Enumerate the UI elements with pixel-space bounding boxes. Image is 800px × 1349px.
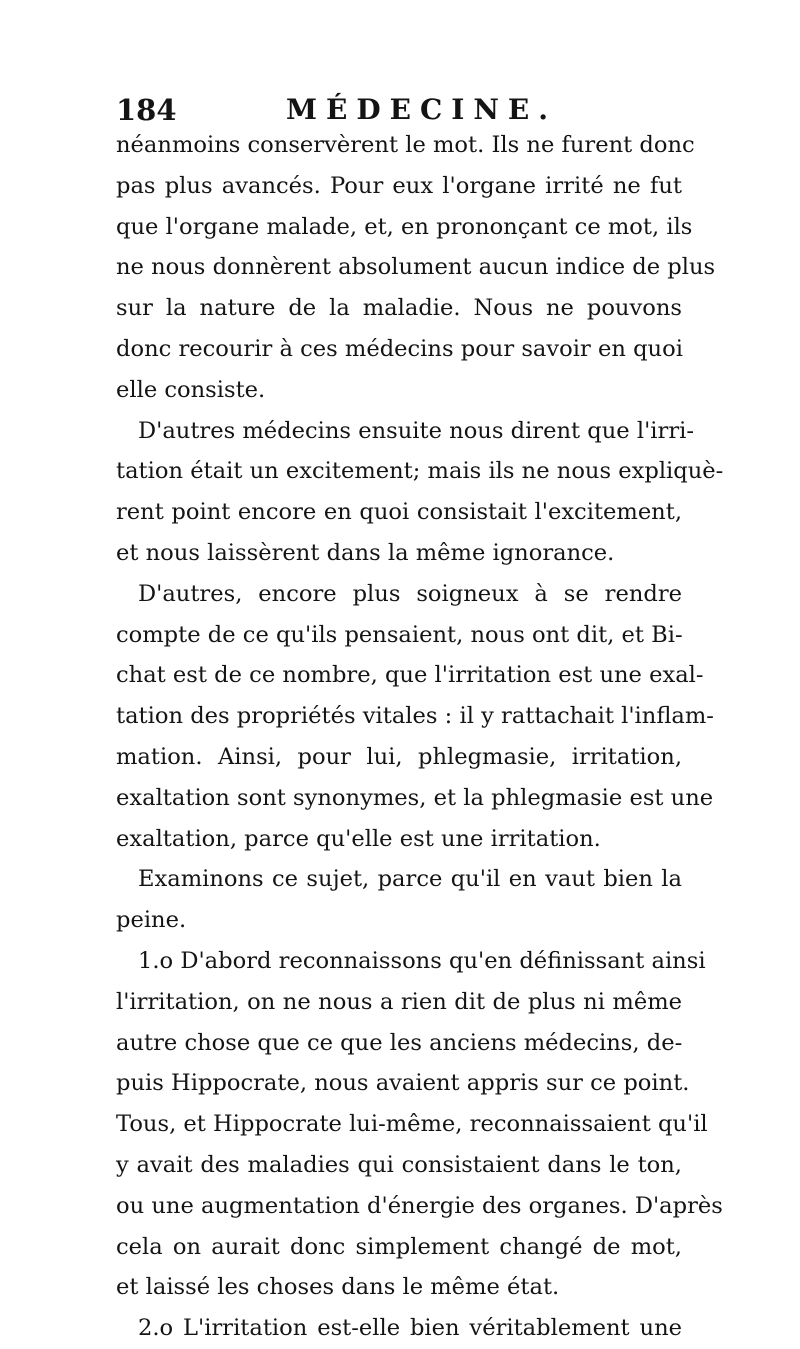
text-line: rent point encore en quoi consistait l'excitement, (116, 499, 682, 526)
text-line: autre chose que ce que les anciens médecins, de- (116, 1029, 683, 1056)
text-line: peine. (116, 907, 187, 934)
text-line: ou une augmentation d'énergie des organes. D'après (116, 1192, 723, 1219)
text-line: puis Hippocrate, nous avaient appris sur ce point. (116, 1070, 690, 1097)
text-line: donc recourir à ces médecins pour savoir en quoi (116, 335, 683, 362)
text-line: mation. Ainsi, pour lui, phlegmasie, irritation, (116, 743, 682, 770)
running-title: MÉDECINE. (286, 93, 558, 126)
running-head (116, 92, 696, 128)
text-line: elle consiste. (116, 376, 266, 403)
text-line: D'autres, encore plus soigneux à se rendre (138, 580, 682, 607)
text-line: néanmoins conservèrent le mot. Ils ne furent donc (116, 132, 695, 158)
text-line: et nous laissèrent dans la même ignorance. (116, 539, 615, 566)
text-line: cela on aurait donc simplement changé de mot, (116, 1233, 682, 1260)
text-line: tation était un excitement; mais ils ne nous expliquè- (116, 458, 724, 485)
text-line: y avait des maladies qui consistaient dans le ton, (116, 1151, 682, 1178)
text-line: Examinons ce sujet, parce qu'il en vaut bien la (138, 866, 682, 893)
text-line: chat est de ce nombre, que l'irritation est une exal- (116, 662, 704, 689)
text-line: et laissé les choses dans le même état. (116, 1274, 560, 1301)
page-number: 184 (116, 93, 177, 127)
text-line: ne nous donnèrent absolument aucun indice de plus (116, 254, 716, 281)
text-line: 2.o L'irritation est-elle bien véritablement une (138, 1315, 682, 1342)
text-line: tation des propriétés vitales : il y rattachait l'inflam- (116, 703, 714, 730)
text-line: pas plus avancés. Pour eux l'organe irrité ne fut (116, 172, 682, 199)
text-line: sur la nature de la maladie. Nous ne pouvons (116, 295, 682, 322)
text-line: que l'organe malade, et, en prononçant ce mot, ils (116, 213, 693, 240)
body-text (116, 125, 724, 1349)
text-line: exaltation, parce qu'elle est une irritation. (116, 825, 601, 852)
text-line: D'autres médecins ensuite nous dirent que l'irri- (138, 417, 694, 444)
text-line: exaltation sont synonymes, et la phlegmasie est une (116, 784, 714, 811)
text-line: 1.o D'abord reconnaissons qu'en définissant ainsi (138, 947, 706, 974)
text-line: compte de ce qu'ils pensaient, nous ont dit, et Bi- (116, 621, 683, 648)
text-line: l'irritation, on ne nous a rien dit de plus ni même (116, 988, 682, 1015)
text-line: Tous, et Hippocrate lui-même, reconnaissaient qu'il (116, 1111, 708, 1138)
